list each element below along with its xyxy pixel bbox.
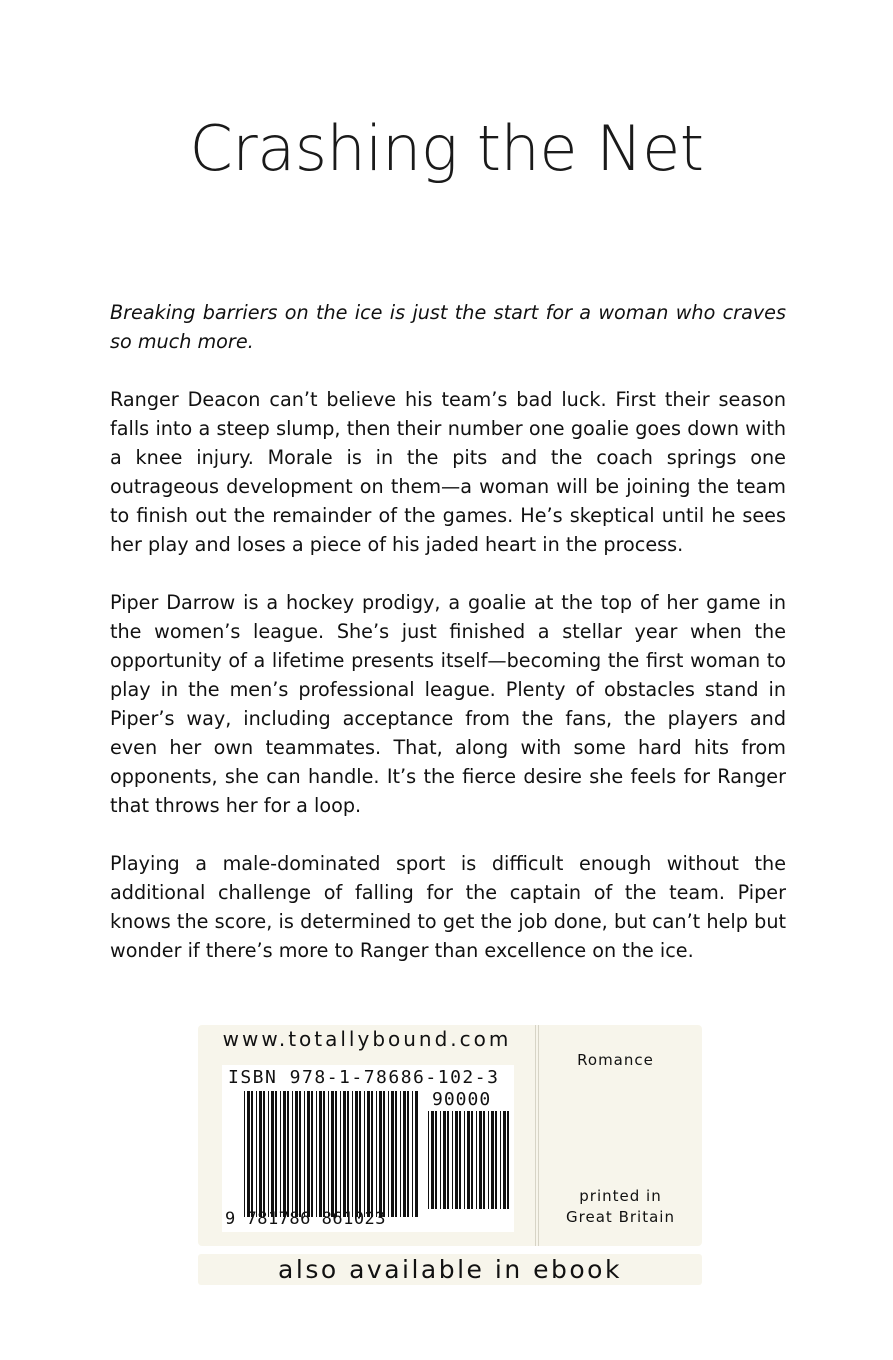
barcode-bar	[292, 1091, 293, 1217]
barcode-digits: 9 781786 861023	[225, 1209, 387, 1229]
barcode-bar	[383, 1091, 385, 1217]
barcode-addon-digits: 90000	[432, 1089, 492, 1110]
barcode-bar	[476, 1111, 477, 1209]
barcode-bar	[400, 1091, 401, 1217]
panel-divider	[535, 1025, 539, 1246]
barcode-bar	[435, 1111, 437, 1209]
barcode-bar	[403, 1091, 406, 1217]
barcode-bar	[328, 1091, 329, 1217]
printed-line-2: Great Britain	[566, 1208, 675, 1226]
isbn-label: ISBN 978-1-78686-102-3	[228, 1067, 500, 1088]
barcode-bar	[483, 1111, 485, 1209]
barcode-bar	[340, 1091, 341, 1217]
barcode-bar	[323, 1091, 325, 1217]
barcode-bar	[507, 1111, 509, 1209]
barcode-bar	[263, 1091, 265, 1217]
printed-in-label	[543, 1186, 698, 1228]
blurb-paragraph-2: Piper Darrow is a hockey prodigy, a goalie at the top of her game in the women’s league. She’s just finished a stellar year when the opportunity of a lifetime presents itself—becoming the first woman to play in the men’s professional league. Plenty of obstacles stand in Piper’s way, including acceptance from the fans, the players and even her own teammates. That, along with some hard hits from opponents, she can handle. It’s the fierce desire she feels for Ranger that throws her for a loop.	[110, 591, 786, 817]
barcode-bar	[407, 1091, 409, 1217]
barcode-bar	[259, 1091, 262, 1217]
barcode-bar	[440, 1111, 441, 1209]
barcode-bar	[428, 1111, 429, 1209]
barcode-bar	[343, 1091, 346, 1217]
book-title: Crashing the Net	[189, 112, 704, 185]
tagline: Breaking barriers on the ice is just the start for a woman who craves so much more.	[110, 301, 786, 353]
publisher-url: www.totallybound.com	[222, 1027, 512, 1051]
barcode-bar	[251, 1091, 253, 1217]
barcode-bar	[367, 1091, 370, 1217]
barcode-bar	[307, 1091, 310, 1217]
barcode-bar	[244, 1091, 245, 1217]
barcode-bars	[222, 1065, 514, 1232]
barcode-bar	[412, 1091, 413, 1217]
barcode-bar	[347, 1091, 349, 1217]
barcode-bar	[280, 1091, 281, 1217]
barcode-bar	[283, 1091, 286, 1217]
back-cover-blurb	[110, 298, 786, 994]
ebook-notice: also available in ebook	[198, 1254, 702, 1285]
barcode-bar	[316, 1091, 317, 1217]
barcode-bar	[247, 1091, 250, 1217]
barcode-bar	[447, 1111, 449, 1209]
barcode-bar	[352, 1091, 353, 1217]
barcode-bar	[503, 1111, 506, 1209]
isbn-barcode	[222, 1065, 514, 1232]
barcode-bar	[395, 1091, 397, 1217]
barcode-bar	[459, 1111, 461, 1209]
printed-line-1: printed in	[579, 1187, 662, 1205]
blurb-paragraph-3: Playing a male-dominated sport is difficult enough without the additional challenge of falling for the captain of the team. Piper knows the score, is determined to get the job done, but can’t help but wonder if there’s more to Ranger than excellence on the ice.	[110, 852, 786, 962]
barcode-bar	[455, 1111, 458, 1209]
barcode-bar	[371, 1091, 373, 1217]
barcode-bar	[391, 1091, 394, 1217]
barcode-bar	[471, 1111, 473, 1209]
barcode-bar	[268, 1091, 269, 1217]
barcode-bar	[287, 1091, 289, 1217]
barcode-bar	[331, 1091, 334, 1217]
barcode-bar	[256, 1091, 257, 1217]
barcode-bar	[479, 1111, 482, 1209]
barcode-bar	[311, 1091, 313, 1217]
barcode-bar	[452, 1111, 453, 1209]
barcode-bar	[491, 1111, 494, 1209]
barcode-bar	[495, 1111, 497, 1209]
barcode-bar	[271, 1091, 274, 1217]
barcode-bar	[295, 1091, 298, 1217]
barcode-bar	[376, 1091, 377, 1217]
barcode-bar	[467, 1111, 470, 1209]
barcode-bar	[359, 1091, 361, 1217]
publisher-info-box	[198, 1025, 702, 1246]
blurb-paragraph-1: Ranger Deacon can’t believe his team’s bad luck. First their season falls into a steep slump, then their number one goalie goes down with a knee injury. Morale is in the pits and the coach springs one outrageous development on them—a woman will be joining the team to finish out the remainder of the games. He’s skeptical until he sees her play and loses a piece of his jaded heart in the process.	[110, 388, 786, 556]
barcode-bar	[364, 1091, 365, 1217]
barcode-bar	[304, 1091, 305, 1217]
barcode-bar	[488, 1111, 489, 1209]
barcode-bar	[388, 1091, 389, 1217]
barcode-bar	[431, 1111, 434, 1209]
barcode-bar	[379, 1091, 382, 1217]
barcode-bar	[299, 1091, 301, 1217]
barcode-bar	[415, 1091, 418, 1217]
barcode-bar	[355, 1091, 358, 1217]
barcode-bar	[500, 1111, 501, 1209]
barcode-bar	[275, 1091, 277, 1217]
barcode-bar	[319, 1091, 322, 1217]
barcode-bar	[464, 1111, 465, 1209]
barcode-bar	[443, 1111, 446, 1209]
genre-label: Romance	[577, 1051, 654, 1069]
barcode-bar	[335, 1091, 337, 1217]
